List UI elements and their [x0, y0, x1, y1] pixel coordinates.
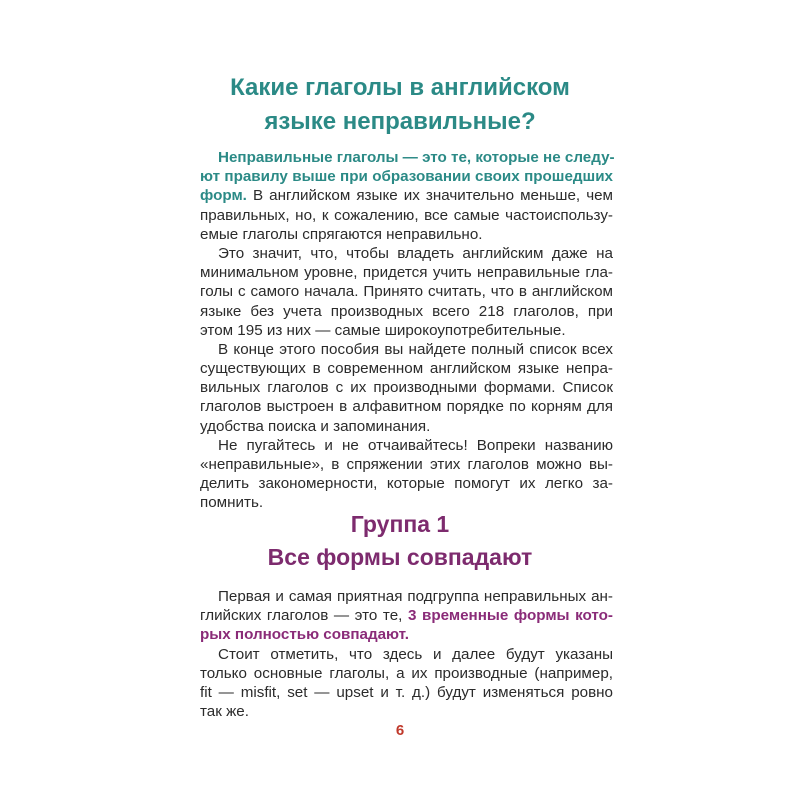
text-line — [200, 664, 613, 683]
text-line — [200, 645, 613, 664]
text-line — [200, 167, 613, 186]
body-text: голы с самого начала. Принято считать, что в английском — [200, 283, 613, 301]
text-line — [200, 606, 613, 625]
body-text: В конце этого пособия вы найдете полный список всех — [218, 340, 613, 358]
text-line — [200, 397, 613, 416]
section2-body — [200, 587, 613, 721]
text-line — [200, 186, 613, 205]
highlighted-text: рых полностью совпадают. — [200, 626, 409, 644]
text-line — [200, 455, 613, 474]
body-text: Первая и самая приятная подгруппа неправильных ан- — [218, 588, 613, 605]
body-text: В английском языке их значительно меньше, чем — [246, 187, 613, 205]
text-line — [200, 417, 613, 436]
body-text: этом 195 из них — самые широкоупотребительные. — [200, 321, 566, 339]
body-text: глаголов выстроен в алфавитном порядке по корням для — [200, 398, 613, 416]
body-text: языке без учета производных всего 218 глаголов, при — [200, 302, 613, 320]
text-line — [200, 282, 613, 301]
text-line — [200, 263, 613, 282]
text-line — [200, 244, 613, 263]
text-line — [200, 206, 613, 225]
body-text: fit — misfit, set — upset и т. д.) будут изменяться ровно — [200, 683, 613, 701]
text-line — [200, 436, 613, 455]
body-text: помнить. — [200, 494, 264, 512]
text-line — [200, 359, 613, 378]
text-line — [200, 340, 613, 359]
body-text: делить закономерности, которые помогут их легко за- — [200, 475, 613, 493]
group-title: Группа 1 — [350, 511, 450, 537]
highlighted-text: форм. — [200, 187, 247, 205]
text-line — [200, 625, 613, 644]
body-text: Стоит отметить, что здесь и далее будут указаны — [218, 645, 613, 663]
group-subtitle: Все формы совпадают — [267, 544, 533, 570]
highlighted-text: 3 временные формы кото- — [407, 607, 613, 625]
body-text: существующих в современном английском языке непра- — [200, 360, 613, 378]
page-number: 6 — [395, 722, 405, 739]
body-text: Не пугайтесь и не отчаивайтесь! Вопреки названию — [218, 436, 613, 454]
highlighted-text: ют правилу выше при образовании своих прошедших — [200, 168, 613, 186]
body-text: правильных, но, к сожалению, все самые частоиспользу- — [200, 206, 613, 224]
body-text: минимальном уровне, придется учить неправильные гла- — [200, 264, 613, 282]
section-title-line-2: языке неправильные? — [264, 108, 536, 135]
text-line — [200, 225, 613, 244]
body-text: так же. — [200, 703, 249, 721]
text-line — [200, 474, 613, 493]
highlighted-text: Неправильные глаголы — это те, которые не следу- — [218, 149, 615, 166]
text-line — [200, 321, 613, 340]
body-text: «неправильные», в спряжении этих глаголов можно вы- — [200, 456, 613, 473]
text-line — [200, 148, 613, 167]
body-text: вильных глаголов с их производными формами. Список — [200, 379, 613, 397]
body-text: удобства поиска и запоминания. — [200, 417, 431, 435]
body-text: емые глаголы спрягаются неправильно. — [200, 225, 483, 243]
body-text: только основные глаголы, а их производные (например, — [200, 664, 613, 682]
section-title-line-1: Какие глаголы в английском — [230, 74, 570, 101]
text-line — [200, 683, 613, 702]
text-line — [200, 302, 613, 321]
body-text: Это значит, что, чтобы владеть английским даже на — [218, 244, 613, 262]
text-line — [200, 702, 613, 721]
text-line — [200, 587, 613, 606]
section1-body — [200, 148, 613, 513]
body-text: глийских глаголов — это те, — [200, 607, 408, 625]
text-line — [200, 378, 613, 397]
